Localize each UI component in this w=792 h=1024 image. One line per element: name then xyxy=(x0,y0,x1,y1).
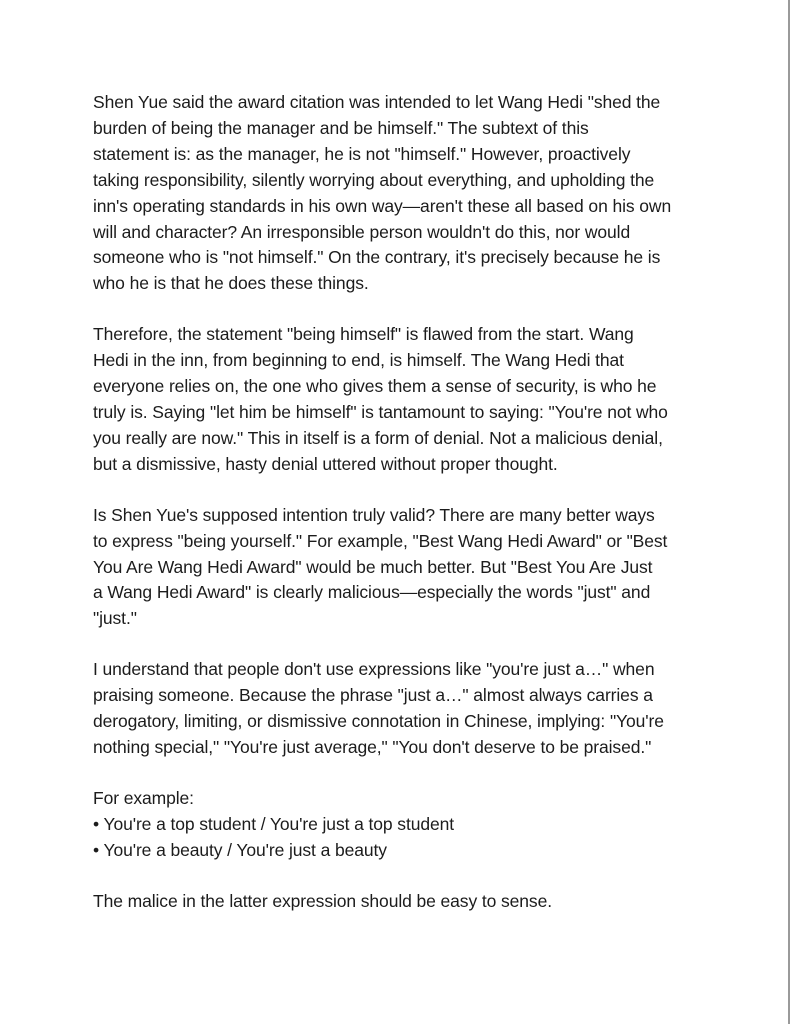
text-line: derogatory, limiting, or dismissive connotation in Chinese, implying: "You're xyxy=(93,711,664,732)
text-line: a Wang Hedi Award" is clearly malicious—especially the words "just" and xyxy=(93,582,651,603)
text-line: Therefore, the statement "being himself" is flawed from the start. Wang xyxy=(93,324,634,345)
text-line: burden of being the manager and be himself." The subtext of this xyxy=(93,117,589,138)
text-line: truly is. Saying "let him be himself" is tantamount to saying: "You're not who xyxy=(93,401,668,422)
paragraph-intention-valid xyxy=(93,503,708,633)
paragraph-just-a-connotation xyxy=(93,657,708,761)
list-item: • You're a beauty / You're just a beauty xyxy=(93,839,387,860)
text-line: will and character? An irresponsible person wouldn't do this, nor would xyxy=(93,221,631,242)
text-line: Is Shen Yue's supposed intention truly valid? There are many better ways xyxy=(93,504,655,525)
text-line: inn's operating standards in his own way—aren't these all based on his own xyxy=(93,195,672,216)
text-line: "just." xyxy=(93,608,137,629)
text-line: I understand that people don't use expressions like "you're just a…" when xyxy=(93,659,655,680)
text-line: You Are Wang Hedi Award" would be much better. But "Best You Are Just xyxy=(93,556,653,577)
text-line: statement is: as the manager, he is not "himself." However, proactively xyxy=(93,143,631,164)
text-line: praising someone. Because the phrase "just a…" almost always carries a xyxy=(93,685,653,706)
text-line: taking responsibility, silently worrying about everything, and upholding the xyxy=(93,169,655,190)
paragraph-being-himself xyxy=(93,322,708,477)
paragraph-citation-subtext xyxy=(93,90,708,297)
list-item: • You're a top student / You're just a top student xyxy=(93,813,455,834)
text-line: who he is that he does these things. xyxy=(93,273,369,294)
text-line: The malice in the latter expression should be easy to sense. xyxy=(93,890,552,911)
page-border xyxy=(788,0,790,1024)
paragraph-examples-list xyxy=(93,786,708,864)
text-line: Hedi in the inn, from beginning to end, is himself. The Wang Hedi that xyxy=(93,350,624,371)
paragraph-conclusion xyxy=(93,889,708,915)
text-line: someone who is "not himself." On the contrary, it's precisely because he is xyxy=(93,247,661,268)
text-line: to express "being yourself." For example, "Best Wang Hedi Award" or "Best xyxy=(93,530,668,551)
text-line: everyone relies on, the one who gives them a sense of security, is who he xyxy=(93,376,657,397)
text-line: but a dismissive, hasty denial uttered without proper thought. xyxy=(93,453,558,474)
text-line: Shen Yue said the award citation was intended to let Wang Hedi "shed the xyxy=(93,92,661,112)
text-line: nothing special," "You're just average," "You don't deserve to be praised." xyxy=(93,736,652,757)
text-line: you really are now." This in itself is a form of denial. Not a malicious denial, xyxy=(93,427,663,448)
document-body xyxy=(93,90,708,939)
list-intro: For example: xyxy=(93,787,194,808)
